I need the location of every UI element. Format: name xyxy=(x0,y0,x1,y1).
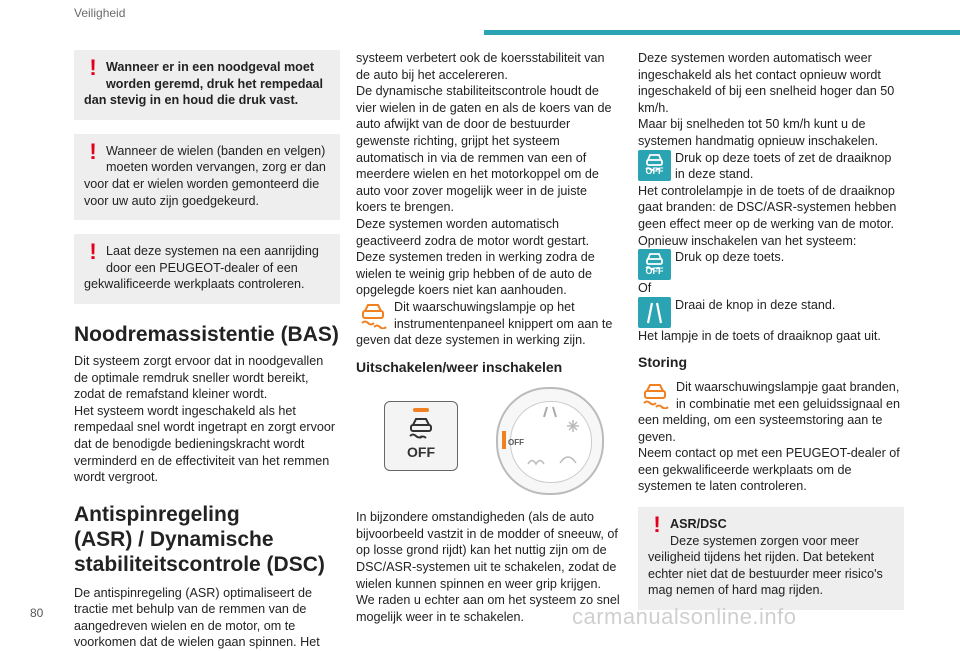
dsc-off-icon xyxy=(638,150,671,181)
dsc-off-icon xyxy=(638,249,671,280)
knob-position-marker xyxy=(502,431,506,449)
mode-snow-icon xyxy=(566,419,580,433)
warning-text: Wanneer de wielen (banden en velgen) xyxy=(106,143,326,158)
warning-text: gekwalificeerde werkplaats controleren. xyxy=(84,277,305,292)
watermark: carmanualsonline.info xyxy=(572,604,797,629)
exclamation-icon: ! xyxy=(653,512,661,538)
warning-text: Deze systemen zorgen voor meer veiligheid tijdens het rijden. Dat betekent echter niet dat de bestuurder meer risico's mag nemen of hard mag rijden. xyxy=(648,533,883,598)
warning-box-emergency-braking xyxy=(74,50,340,120)
paragraph: Druk op deze toets. xyxy=(675,250,785,265)
paragraph: Neem contact op met een PEUGEOT-dealer of een gekwalificeerde werkplaats om de systemen te laten controleren. xyxy=(638,446,900,494)
warning-box-wheels xyxy=(74,134,340,220)
paragraph: Het controlelampje in de toets of de draaiknop gaat branden: de DSC/ASR-systemen hebben geen effect meer op de werking van de motor. xyxy=(638,183,897,231)
paragraph: systeem verbetert ook de koersstabiliteit van de auto bij het accelereren. xyxy=(356,51,605,82)
step-row-press xyxy=(638,249,904,280)
paragraph: Deze systemen treden in werking zodra de wielen te weinig grip hebben of de auto de opgelegde koers niet kan aanhouden. xyxy=(356,250,595,298)
button-off-label: OFF xyxy=(407,444,435,461)
icon-off-label: OFF xyxy=(645,165,664,176)
header-accent-bar xyxy=(484,30,960,35)
paragraph: In bijzondere omstandigheden (als de auto bijvoorbeeld vastzit in de modder of sneeuw, of op losse grond rijdt) kan het nuttig zijn om de DSC/ASR-systemen uit te schakelen, zodat de wielen kunnen spinnen en weer grip krijgen. xyxy=(356,510,618,591)
column-3 xyxy=(638,50,904,624)
warning-box-collision xyxy=(74,234,340,304)
paragraph: Het lampje in de toets of draaiknop gaat uit. xyxy=(638,328,881,343)
step-row-knob xyxy=(638,297,904,328)
skid-warning-icon xyxy=(356,299,390,329)
paragraph: We raden u echter aan om het systeem zo snel mogelijk weer in te schakelen. xyxy=(356,593,620,624)
subheading-disable-enable: Uitschakelen/weer inschakelen xyxy=(356,358,563,375)
warning-text: voor uw auto zijn goedgekeurd. xyxy=(84,193,260,208)
step-row-disable xyxy=(638,150,904,183)
heading-line: (ASR) / Dynamische xyxy=(74,527,274,551)
storing-row xyxy=(638,379,904,445)
paragraph: De antispinregeling (ASR) optimaliseert de tractie met behulp van de remmen van de aangedreven wielen en de motor, om te voorkomen dat de wielen gaan spinnen. Het xyxy=(74,585,320,650)
paragraph: Het systeem wordt ingeschakeld als het rempedaal snel wordt ingetrapt en zorgt ervoor dat de benodigde bedieningskracht wordt verminderd en de effectiviteit van het remmen wordt vergroot. xyxy=(74,403,336,485)
warning-text: door een PEUGEOT-dealer of een xyxy=(106,260,298,275)
mode-mud-icon xyxy=(526,455,546,467)
mode-sand-icon xyxy=(558,451,578,465)
skid-warning-icon xyxy=(638,379,672,409)
dsc-on-icon xyxy=(638,297,671,328)
exclamation-icon: ! xyxy=(89,239,97,265)
controls-illustration xyxy=(356,387,620,499)
column-2 xyxy=(356,50,620,625)
warning-lamp-row xyxy=(356,299,620,349)
exclamation-icon: ! xyxy=(89,138,97,164)
paragraph: De dynamische stabiliteitscontrole houdt de vier wielen in de gaten en als de koers van de auto afwijkt van de door de bestuurder gewenste richting, grijpt het systeem automatisch in via de remmen van een of meerdere wielen en het motorkoppel om de auto voor zover mogelijk weer in de juiste koers te brengen. xyxy=(356,84,612,215)
warning-title: ASR/DSC xyxy=(670,517,727,532)
warning-text: moeten worden vervangen, zorg er dan xyxy=(106,160,326,175)
paragraph: Druk op deze toets of zet de draaiknop in deze stand. xyxy=(675,150,892,182)
heading-line: stabiliteitscontrole (DSC) xyxy=(74,552,325,576)
warning-text: worden geremd, druk het rempedaal xyxy=(106,76,323,91)
dsc-off-button xyxy=(384,401,458,471)
paragraph-or: Of xyxy=(638,281,652,296)
warning-text: voor dat er wielen worden gemonteerd die xyxy=(84,176,320,191)
paragraph: Dit waarschuwingslampje gaat branden, in combinatie met een geluidssignaal en een melding, om een systeemstoring aan te geven. xyxy=(638,379,901,444)
paragraph: Opnieuw inschakelen van het systeem: xyxy=(638,233,857,248)
header-section-title: Veiligheid xyxy=(74,6,126,20)
skid-car-icon xyxy=(405,416,437,440)
subheading-storing: Storing xyxy=(638,354,687,371)
paragraph: Maar bij snelheden tot 50 km/h kunt u de systemen handmatig opnieuw inschakelen. xyxy=(638,117,879,148)
mode-normal-icon xyxy=(540,405,560,419)
paragraph: Dit waarschuwingslampje op het instrumentenpaneel knippert om aan te geven dat deze systemen in werking zijn. xyxy=(356,299,613,348)
warning-text: Laat deze systemen na een aanrijding xyxy=(106,244,319,259)
warning-text: dan stevig in en houd die druk vast. xyxy=(84,93,299,108)
paragraph: Deze systemen worden automatisch geactiveerd zodra de motor wordt gestart. xyxy=(356,216,590,248)
button-indicator-led xyxy=(413,408,429,412)
drive-mode-knob xyxy=(496,387,604,495)
page-number: 80 xyxy=(30,606,44,620)
section-heading-bas: Noodremassistentie (BAS) xyxy=(74,322,339,346)
icon-off-label: OFF xyxy=(645,265,664,276)
exclamation-icon: ! xyxy=(89,55,97,80)
paragraph: Deze systemen worden automatisch weer ingeschakeld als het contact opnieuw wordt ingeschakeld of bij een snelheid hoger dan 50 km/h. xyxy=(638,51,895,115)
warning-box-asr-dsc xyxy=(638,507,904,610)
warning-text: Wanneer er in een noodgeval moet xyxy=(106,60,315,74)
heading-line: Antispinregeling xyxy=(74,502,240,526)
paragraph: Dit systeem zorgt ervoor dat in noodgevallen de optimale remdruk sneller wordt bereikt, zodat de remafstand kleiner wordt. xyxy=(74,353,324,402)
section-heading-asr-dsc xyxy=(74,502,340,577)
column-1 xyxy=(74,50,340,651)
knob-off-label: OFF xyxy=(508,438,524,448)
paragraph: Draai de knop in deze stand. xyxy=(675,297,836,312)
